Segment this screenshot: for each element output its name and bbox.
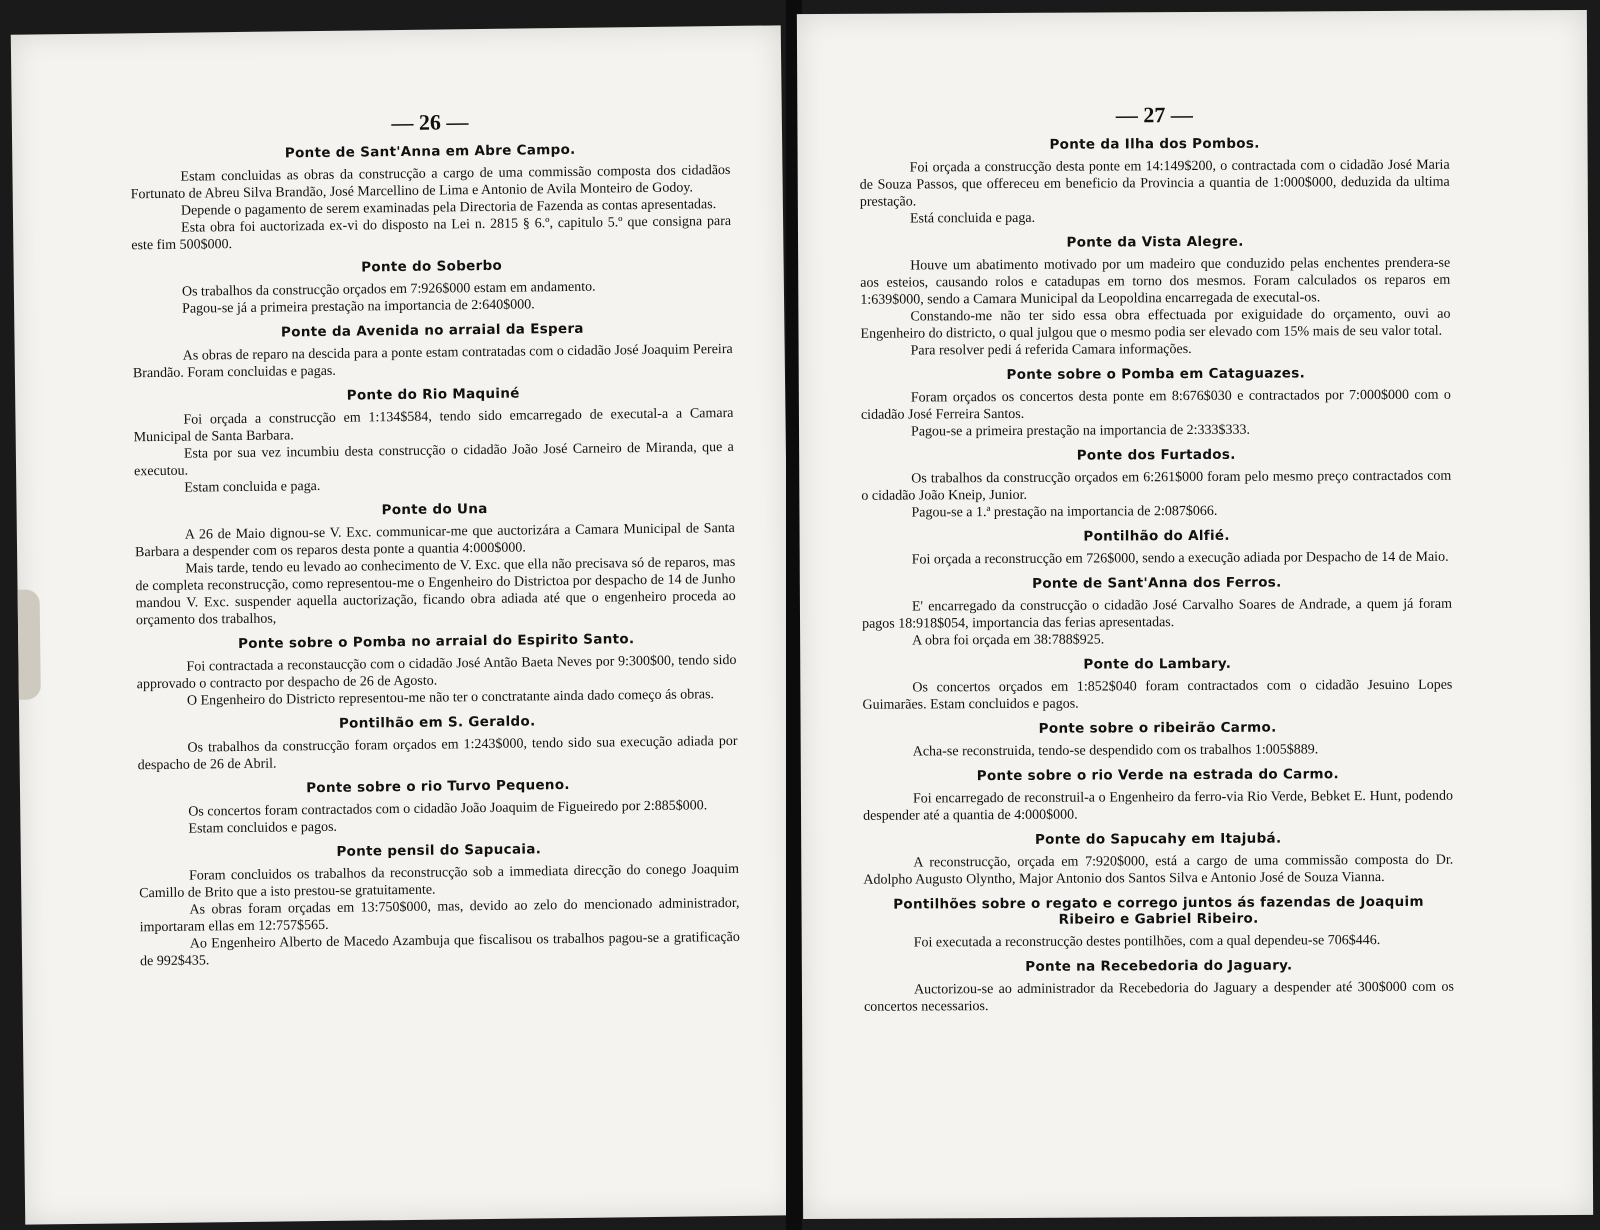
section-heading: Ponte da Avenida no arraial da Espera	[280, 320, 584, 341]
section-heading: Ponte da Vista Alegre.	[1066, 233, 1244, 251]
section-paragraph: As obras foram orçadas em 13:750$000, mas, devido ao zelo do mencionado administrador, importaram ellas em 12:757$565.	[139, 895, 740, 936]
section-paragraph: Esta por sua vez incumbiu desta construcção o cidadão João José Carneiro de Miranda, que a executou.	[134, 439, 734, 480]
report-section	[138, 775, 739, 838]
section-paragraph: O Engenheiro do Districto representou-me não ter o conctratante ainda dado começo ás obras.	[186, 687, 715, 709]
page-number: — 27 —	[1115, 102, 1193, 128]
report-section	[863, 830, 1453, 889]
report-section	[860, 233, 1451, 360]
section-heading: Ponte do Rio Maquiné	[346, 385, 520, 404]
section-heading: Ponte dos Furtados.	[1076, 446, 1236, 464]
section-heading: Ponte do Una	[381, 500, 488, 519]
section-heading: Ponte sobre o rio Verde na estrada do Carmo.	[976, 766, 1339, 785]
section-paragraph: Pagou-se a 1.ª prestação na importancia de 2:087$066.	[911, 503, 1218, 521]
right-page	[797, 10, 1593, 1219]
report-section	[861, 446, 1451, 522]
report-section	[135, 498, 736, 629]
report-section	[862, 655, 1452, 714]
section-paragraph: Foi contractada a reconstaucção com o cidadão José Antão Baeta Neves por 9:300$00, tendo sido approvado o contracto por despacho de 26 de Agosto.	[136, 652, 737, 693]
report-section	[136, 630, 737, 710]
report-section	[863, 894, 1453, 952]
report-section	[863, 719, 1453, 761]
section-paragraph: Está concluida e paga.	[909, 210, 1036, 227]
section-heading: Ponte de Sant'Anna dos Ferros.	[1032, 574, 1282, 592]
section-paragraph: A obra foi orçada em 38:788$925.	[912, 632, 1105, 649]
section-paragraph: Auctorizou-se ao administrador da Recebedoria do Jaguary a despender até 300$000 com os concertos necessarios.	[864, 979, 1454, 1015]
report-section	[130, 140, 731, 254]
section-heading: Ponte sobre o Pomba no arraial do Espirito Santo.	[237, 631, 635, 653]
section-heading: Pontilhões sobre o regato e corrego juntos ás fazendas de Joaquim Ribeiro e Gabriel Ribeiro.	[893, 893, 1424, 928]
report-section	[864, 957, 1454, 1016]
report-section	[132, 319, 733, 382]
section-paragraph: Os trabalhos da construcção orçados em 7:926$000 estam em andamento.	[181, 279, 596, 300]
section-paragraph: Constando-me não ter sido essa obra effectuada por exiguidade do orçamento, ouvi ao Engenheiro do districto, o qual julgou que o mesmo podia ser elevado com 15% mais de seu valor total.	[860, 306, 1451, 342]
section-heading: Ponte do Lambary.	[1083, 655, 1232, 673]
section-heading: Pontilhão em S. Geraldo.	[338, 713, 536, 732]
section-paragraph: Pagou-se já a primeira prestação na importancia de 2:640$000.	[182, 297, 535, 317]
section-paragraph: Mais tarde, tendo eu levado ao conhecimento de V. Exc. que ella não precisava só de reparos, mas de completa reconstrucção, como representou-me o Engenheiro do Districtoa por despacho de 14 de Junho mandou V. Exc. suspender aquella auctorização, ficando obra adiada até que o engenheiro proceda ao orçamento dos trabalhos,	[135, 554, 736, 629]
section-paragraph: As obras de reparo na descida para a ponte estam contratadas com o cidadão José Joaquim Pereira Brandão. Foram concluidas e pagas.	[132, 341, 733, 382]
report-section	[137, 711, 738, 774]
section-heading: Ponte pensil do Sapucaia.	[336, 841, 542, 860]
section-paragraph: Foram concluidos os trabalhos da reconstrucção sob a immediata direcção do conego Joaquim Camillo de Brito que a isto prestou-se gratuitamente.	[139, 861, 740, 902]
page-tab	[18, 589, 41, 699]
section-heading: Ponte do Sapucahy em Itajubá.	[1034, 830, 1282, 848]
report-section	[862, 574, 1452, 650]
report-section	[863, 766, 1453, 825]
section-paragraph: Foi executada a reconstrucção destes pontilhões, com a qual dependeu-se 706$446.	[913, 933, 1381, 951]
section-paragraph: Foi orçada a construcção em 1:134$584, tendo sido emcarregado de executal-a a Camara Municipal de Santa Barbara.	[133, 405, 734, 446]
report-section	[859, 135, 1449, 228]
section-heading: Ponte sobre o Pomba em Cataguazes.	[1006, 365, 1306, 383]
left-page	[11, 25, 795, 1224]
section-paragraph: Houve um abatimento motivado por um madeiro que conduzido pelas enchentes prendera-se aos esteios, causando rolos e catadupas em torno dos mesmos. Foram calculados os reparos em 1:639$000, sendo a Camara Municipal da Leopoldina encarregada de executal-os.	[860, 255, 1451, 308]
section-paragraph: Os trabalhos da construcção orçados em 6:261$000 foram pelo mesmo preço contractados com o cidadão João Kneip, Junior.	[861, 468, 1452, 504]
left-page-content	[130, 106, 740, 976]
section-paragraph: Os concertos foram contractados com o cidadão João Joaquim de Figueiredo por 2:885$000.	[188, 798, 708, 820]
section-paragraph: Foi encarregado de reconstruil-a o Engenheiro da ferro-via Rio Verde, Bebket E. Hunt, podendo despender até a quantia de 4:000$000.	[863, 788, 1453, 824]
section-paragraph: Depende o pagamento de serem examinadas pela Directoria de Fazenda as contas apresentadas.	[180, 197, 717, 219]
section-paragraph: E' encarregado da construcção o cidadão José Carvalho Soares de Andrade, a quem já foram pagos 18:918$054, importancia das ferias apresentadas.	[862, 596, 1452, 632]
section-paragraph: Os concertos orçados em 1:852$040 foram contractados com o cidadão Jesuino Lopes Guimarães. Estam concluidos e pagos.	[862, 677, 1453, 713]
right-page-content	[859, 101, 1454, 1022]
report-section	[133, 383, 734, 497]
section-heading: Ponte sobre o rio Turvo Pequeno.	[306, 776, 570, 797]
section-paragraph: Acha-se reconstruida, tendo-se despendido com os trabalhos 1:005$889.	[912, 742, 1319, 760]
section-paragraph: A reconstrucção, orçada em 7:920$000, está a cargo de uma commissão composta do Dr. Adolpho Augusto Olyntho, Major Antonio dos Santos Silva e Antonio José de Souza Vianna.	[863, 852, 1454, 888]
section-heading: Ponte de Sant'Anna em Abre Campo.	[284, 141, 576, 162]
section-paragraph: Foi orçada a reconstrucção em 726$000, sendo a execução adiada por Despacho de 14 de Maio.	[911, 549, 1449, 568]
report-section	[139, 839, 740, 970]
section-paragraph: Foram orçados os concertos desta ponte em 8:676$030 e contractados por 7:000$000 com o cidadão José Ferreira Santos.	[860, 387, 1451, 423]
section-paragraph: Ao Engenheiro Alberto de Macedo Azambuja que fiscalisou os trabalhos pagou-se a gratificação de 992$435.	[140, 929, 740, 970]
section-heading: Ponte sobre o ribeirão Carmo.	[1038, 719, 1277, 737]
section-paragraph: A 26 de Maio dignou-se V. Exc. communicar-me que auctorizára a Camara Municipal de Santa Barbara a despender com os reparos desta ponte a quantia 4:000$000.	[135, 520, 735, 561]
report-section	[132, 255, 733, 318]
section-heading: Ponte na Recebedoria do Jaguary.	[1025, 957, 1293, 975]
section-paragraph: Os trabalhos da construcção foram orçados em 1:243$000, tendo sido sua execução adiada por despacho de 26 de Abril.	[137, 733, 738, 774]
report-section	[861, 365, 1451, 441]
section-paragraph: Para resolver pedi á referida Camara informações.	[910, 342, 1192, 359]
section-heading: Ponte da Ilha dos Pombos.	[1049, 135, 1260, 153]
report-section	[862, 527, 1452, 569]
section-paragraph: Foi orçada a construcção desta ponte em 14:149$200, o contractada com o cidadão José Maria de Souza Passos, que offereceu em beneficio da Provincia a quantia de 1:000$000, deduzida da ultima prestação.	[859, 157, 1450, 210]
page-number: — 26 —	[391, 109, 469, 136]
section-paragraph: Esta obra foi auctorizada ex-vi do disposto na Lei n. 2815 § 6.º, capitulo 5.º que consigna para este fim 500$000.	[131, 213, 732, 254]
section-paragraph: Estam concluidas as obras da construcção a cargo de uma commissão composta dos cidadãos Fortunato de Abreu Silva Brandão, José Marcellino de Lima e Antonio de Avila Monteiro de Godoy.	[130, 162, 731, 203]
section-heading: Ponte do Soberbo	[361, 257, 503, 276]
section-paragraph: Estam concluidos e pagos.	[188, 819, 338, 837]
section-paragraph: Pagou-se a primeira prestação na importancia de 2:333$333.	[911, 422, 1251, 440]
section-heading: Pontilhão do Alfié.	[1083, 527, 1230, 545]
section-paragraph: Estam concluida e paga.	[184, 478, 321, 496]
